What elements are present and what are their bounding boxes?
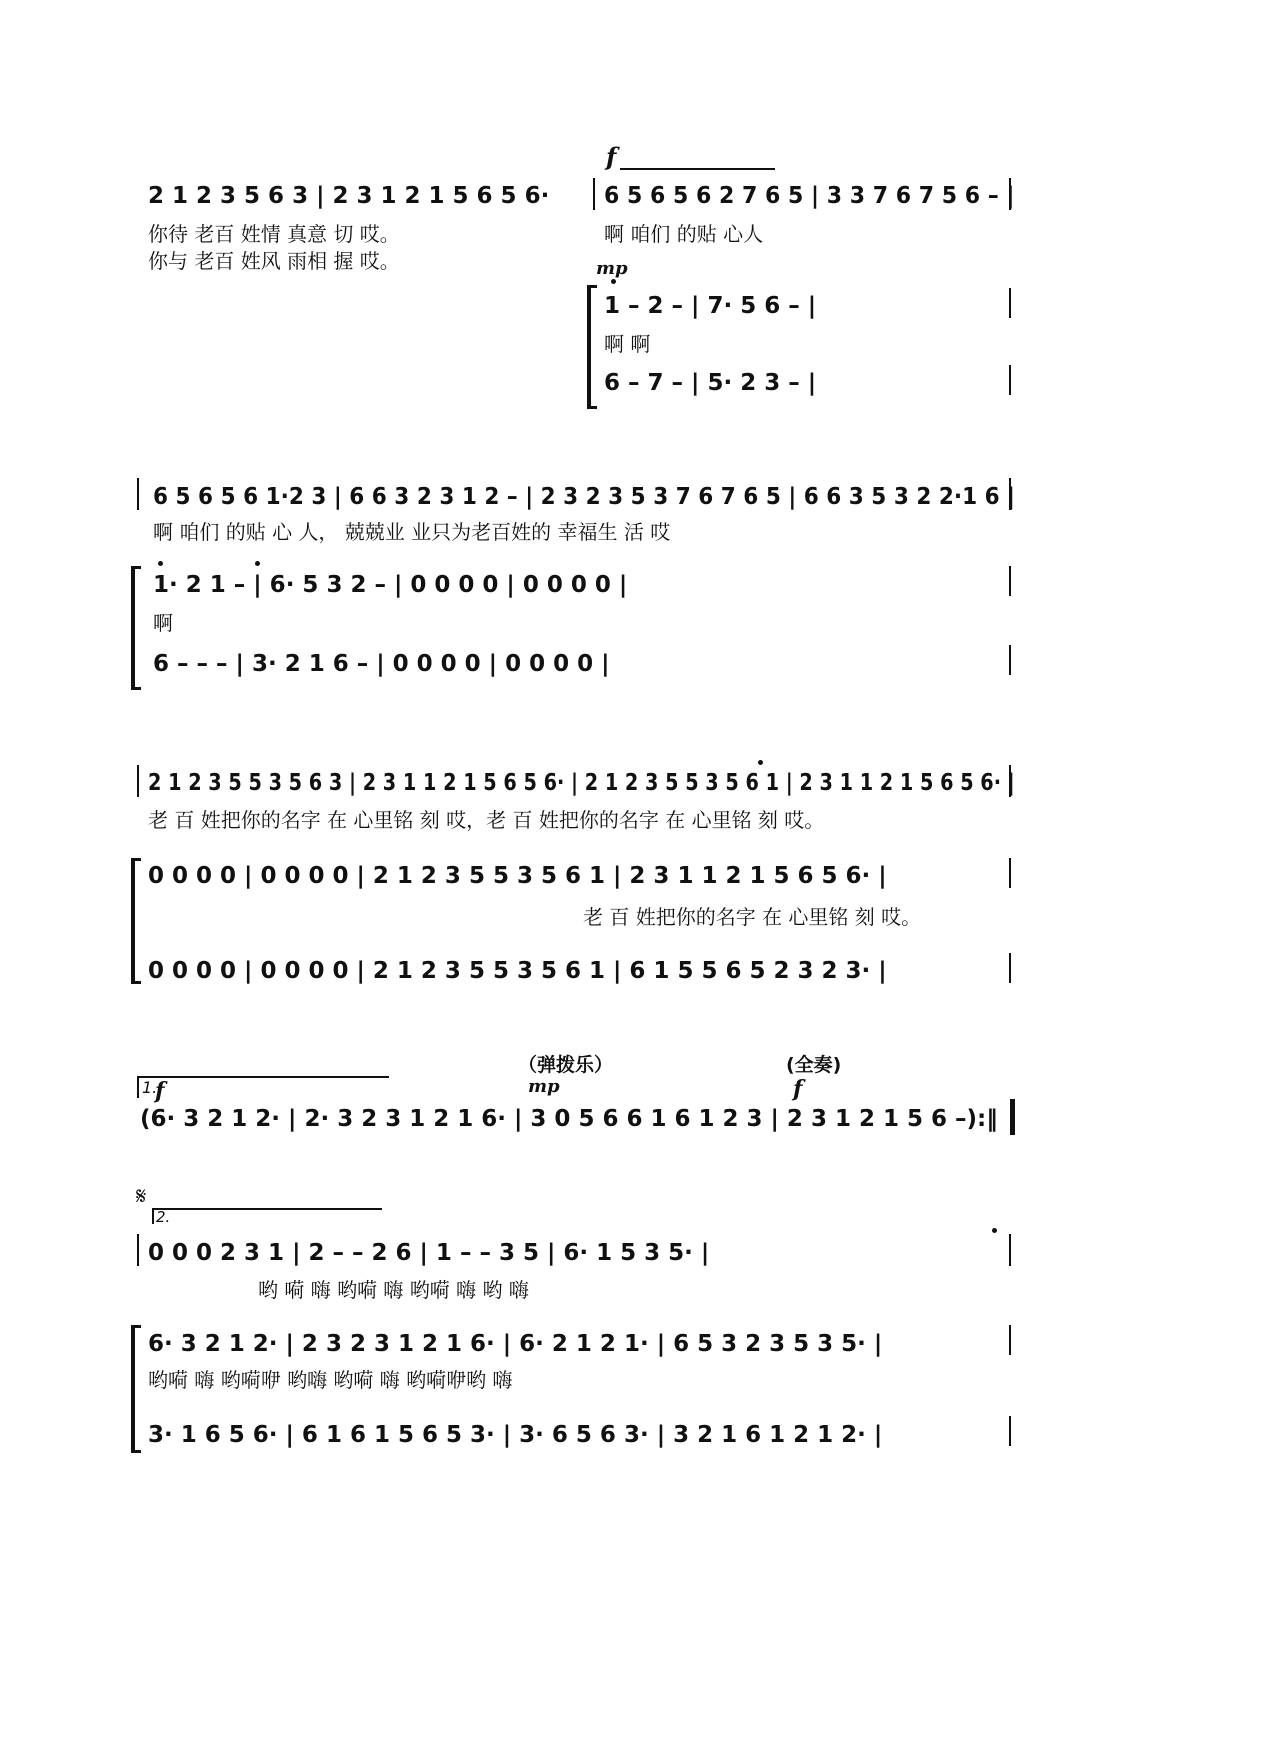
notation-line-1-6: 1 – 2 – | 7· 5 6 – |	[604, 293, 817, 319]
barline	[137, 765, 139, 797]
octave-dot	[158, 561, 163, 566]
barline	[137, 478, 139, 510]
section-label-quanzou: (全奏)	[786, 1054, 842, 1076]
dynamic-f: f	[793, 1076, 803, 1102]
dynamic-mp: mp	[528, 1076, 560, 1097]
lyric-line-1-5: 啊 咱们 的贴 心人	[604, 222, 764, 246]
volta-line-2	[152, 1208, 382, 1210]
barline	[1009, 288, 1011, 318]
lyric-line-1-3: 你与 老百 姓风 雨相 握 哎。	[148, 249, 400, 273]
dynamic-mp: mp	[596, 258, 628, 279]
octave-dot	[992, 1228, 997, 1233]
barline	[1009, 953, 1011, 983]
system-bracket	[131, 566, 141, 690]
barline	[137, 1234, 139, 1266]
lyric-line-2-4: 啊	[153, 611, 173, 635]
notation-line-1-8: 6 – 7 – | 5· 2 3 – |	[604, 370, 817, 396]
notation-line-3-3: 0 0 0 0 | 0 0 0 0 | 2 1 2 3 5 5 3 5 6 1 | 2 3 1 1 2 1 5 6 5 6· |	[148, 863, 887, 889]
notation-line-1-4: 6 5 6 5 6 2 7 6 5 | 3 3 7 6 7 5 6 – |	[604, 183, 1015, 209]
volta-number-1: 1.	[142, 1078, 158, 1097]
notation-line-3-1: 2 1 2 3 5 5 3 5 6 3 | 2 3 1 1 2 1 5 6 5 6· | 2 1 2 3 5 5 3 5 6 1 | 2 3 1 1 2 1 5 6 5 6· |	[148, 770, 1015, 796]
notation-line-2-5: 6 – – – | 3· 2 1 6 – | 0 0 0 0 | 0 0 0 0 |	[153, 651, 610, 677]
volta-number-2: 2.	[156, 1208, 171, 1226]
notation-line-5-5: 3· 1 6 5 6· | 6 1 6 1 5 6 5 3· | 3· 6 5 6 3· | 3 2 1 6 1 2 1 2· |	[148, 1422, 883, 1448]
lyric-line-3-4: 老 百 姓把你的名字 在 心里铭 刻 哎。	[583, 905, 922, 929]
notation-line-5-1: 0 0 0 2 3 1 | 2 – – 2 6 | 1 – – 3 5 | 6· 1 5 3 5· |	[148, 1240, 710, 1266]
notation-line-5-3: 6· 3 2 1 2· | 2 3 2 3 1 2 1 6· | 6· 2 1 2 1· | 6 5 3 2 3 5 3 5· |	[148, 1331, 883, 1357]
barline	[1009, 566, 1011, 596]
notation-line-2-3: 1· 2 1 – | 6· 5 3 2 – | 0 0 0 0 | 0 0 0 0 |	[153, 572, 628, 598]
lyric-line-5-4: 哟嗬 嗨 哟嗬咿 哟嗨 哟嗬 嗨 哟嗬咿哟 嗨	[148, 1368, 513, 1392]
octave-dot	[758, 760, 763, 765]
barline	[1009, 365, 1011, 395]
final-repeat-barline	[1010, 1099, 1015, 1135]
notation-line-3-5: 0 0 0 0 | 0 0 0 0 | 2 1 2 3 5 5 3 5 6 1 | 6 1 5 5 6 5 2 3 2 3· |	[148, 958, 887, 984]
dynamic-f: f	[606, 142, 617, 171]
lyric-line-5-2: 哟 嗬 嗨 哟嗬 嗨 哟嗬 嗨 哟 嗨	[258, 1278, 529, 1302]
barline	[593, 178, 595, 210]
dynamic-f: f	[155, 1078, 165, 1104]
volta-line-1	[137, 1076, 389, 1078]
system-bracket	[587, 285, 597, 409]
barline	[1009, 645, 1011, 675]
system-bracket	[131, 858, 141, 984]
barline	[1009, 858, 1011, 888]
slur-line	[620, 168, 775, 170]
octave-dot	[255, 561, 260, 566]
barline	[1009, 1325, 1011, 1355]
lyric-line-3-2: 老 百 姓把你的名字 在 心里铭 刻 哎，老 百 姓把你的名字 在 心里铭 刻 哎。	[148, 808, 825, 832]
lyric-line-1-7: 啊 啊	[604, 332, 651, 356]
barline	[1009, 1234, 1011, 1266]
octave-dot	[611, 279, 616, 284]
segno-sign: 𝄋	[136, 1182, 147, 1210]
notation-line-2-1: 6 5 6 5 6 1·2 3 | 6 6 3 2 3 1 2 – | 2 3 2 3 5 3 7 6 7 6 5 | 6 6 3 5 3 2 2·1 6 |	[153, 484, 1015, 510]
section-label-tanbo: （弹拨乐）	[518, 1054, 614, 1076]
lyric-line-2-2: 啊 咱们 的贴 心 人， 兢兢业 业只为老百姓的 幸福生 活 哎	[153, 520, 671, 544]
lyric-line-1-2: 你待 老百 姓情 真意 切 哎。	[148, 222, 400, 246]
volta-bracket-1	[137, 1076, 139, 1098]
notation-line-1-1: 2 1 2 3 5 6 3 | 2 3 1 2 1 5 6 5 6·	[148, 183, 550, 209]
volta-bracket-2	[152, 1208, 154, 1224]
notation-line-4-1: (6· 3 2 1 2· | 2· 3 2 3 1 2 1 6· | 3 0 5 6 6 1 6 1 2 3 | 2 3 1 2 1 5 6 –):‖	[140, 1106, 998, 1132]
barline	[1009, 1416, 1011, 1446]
system-bracket	[131, 1325, 141, 1453]
